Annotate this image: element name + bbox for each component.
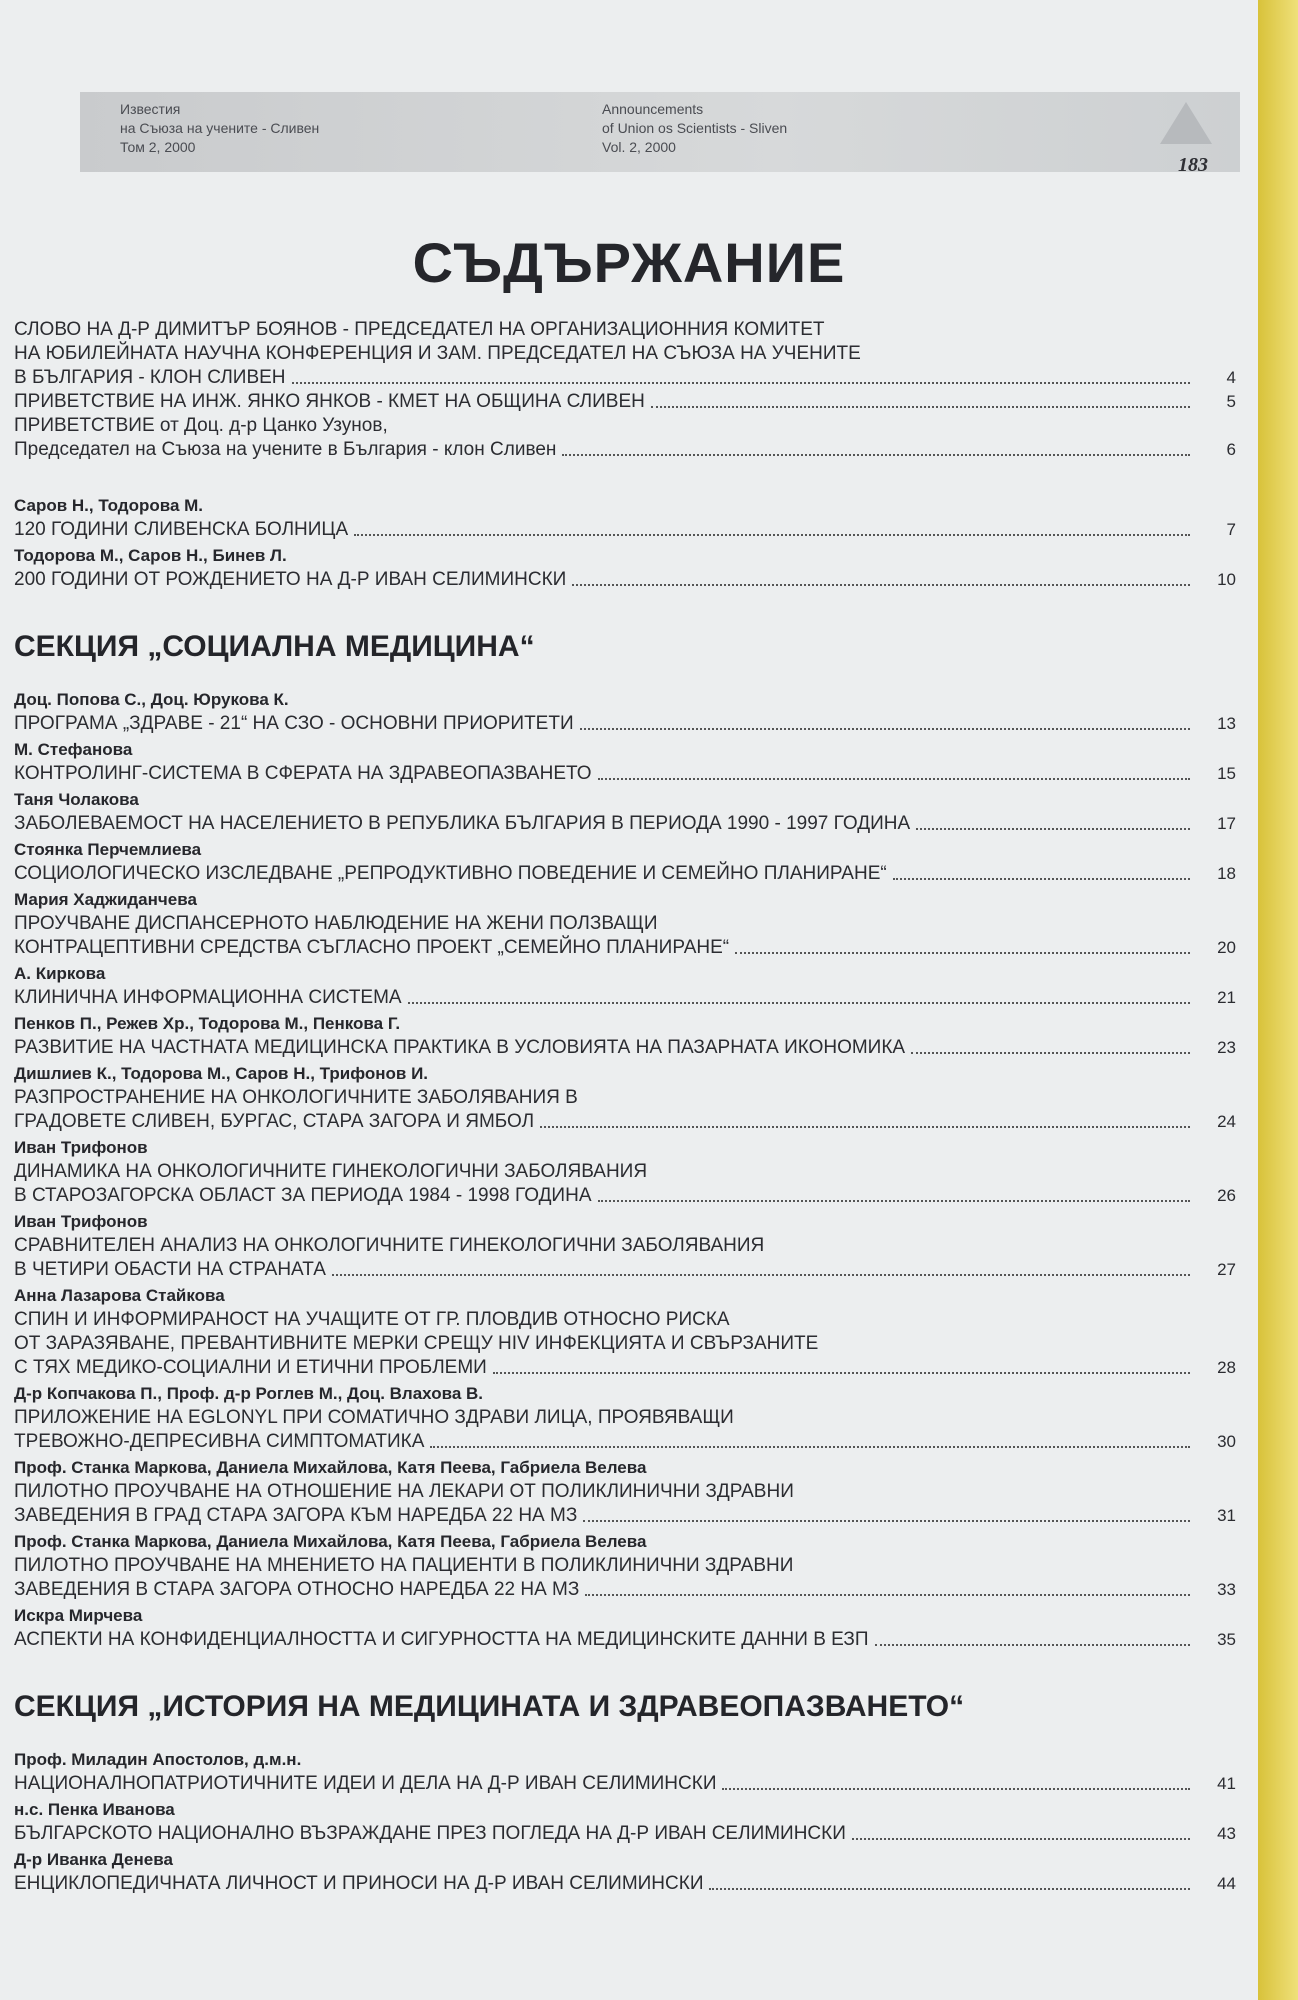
entry-page: 4 xyxy=(1226,368,1236,387)
entry-author: М. Стефанова xyxy=(14,740,133,759)
entry-author: Анна Лазарова Стайкова xyxy=(14,1286,225,1305)
toc-line xyxy=(14,568,1236,592)
dot-leader xyxy=(585,1594,1190,1596)
entry-page: 5 xyxy=(1226,392,1236,411)
toc-line xyxy=(14,1234,1236,1258)
entry-page: 30 xyxy=(1217,1432,1236,1451)
toc-line xyxy=(14,1504,1236,1528)
toc-line xyxy=(14,1258,1236,1282)
entry-title: РАЗВИТИЕ НА ЧАСТНАТА МЕДИЦИНСКА ПРАКТИКА В УСЛОВИЯТА НА ПАЗАРНАТА ИКОНОМИКА xyxy=(14,1037,906,1058)
toc-line xyxy=(14,1772,1236,1796)
entry-title: В СТАРОЗАГОРСКА ОБЛАСТ ЗА ПЕРИОДА 1984 - 1998 ГОДИНА xyxy=(14,1185,592,1206)
entry-author: Стоянка Перчемлиева xyxy=(14,840,202,859)
toc-line xyxy=(14,1332,1236,1356)
dot-leader xyxy=(651,406,1190,408)
dot-leader xyxy=(709,1888,1190,1890)
running-header xyxy=(80,92,1240,172)
section-heading: СЕКЦИЯ „СОЦИАЛНА МЕДИЦИНА“ xyxy=(14,630,535,663)
entry-author: Тодорова М., Саров Н., Бинев Л. xyxy=(14,546,287,565)
dot-leader xyxy=(735,952,1190,954)
entry-title: ЗАВЕДЕНИЯ В ГРАД СТАРА ЗАГОРА КЪМ НАРЕДБА 22 НА МЗ xyxy=(14,1505,578,1526)
sections xyxy=(14,592,1236,1896)
dot-leader xyxy=(875,1644,1190,1646)
entry-title: СОЦИОЛОГИЧЕСКО ИЗСЛЕДВАНЕ „РЕПРОДУКТИВНО ПОВЕДЕНИЕ И СЕМЕЙНО ПЛАНИРАНЕ“ xyxy=(14,863,887,884)
entry-page: 10 xyxy=(1217,570,1236,589)
dot-leader xyxy=(722,1788,1190,1790)
header-right xyxy=(602,100,787,157)
entry-author: Дишлиев К., Тодорова М., Саров Н., Трифонов И. xyxy=(14,1064,429,1083)
entry-page: 24 xyxy=(1217,1112,1236,1131)
entry-title: СРАВНИТЕЛЕН АНАЛИЗ НА ОНКОЛОГИЧНИТЕ ГИНЕКОЛОГИЧНИ ЗАБОЛЯВАНИЯ xyxy=(14,1235,765,1256)
entry-title: РАЗПРОСТРАНЕНИЕ НА ОНКОЛОГИЧНИТЕ ЗАБОЛЯВАНИЯ В xyxy=(14,1087,578,1108)
header-left-line: Известия xyxy=(120,101,181,117)
dot-leader xyxy=(572,584,1190,586)
entry-page: 6 xyxy=(1226,440,1236,459)
toc-line xyxy=(14,1430,1236,1454)
entry-author: Таня Чолакова xyxy=(14,790,139,809)
entry-title: ПРИВЕТСТВИЕ НА ИНЖ. ЯНКО ЯНКОВ - КМЕТ НА ОБЩИНА СЛИВЕН xyxy=(14,391,645,412)
entry-page: 18 xyxy=(1217,864,1236,883)
entry-page: 43 xyxy=(1217,1824,1236,1843)
dot-leader xyxy=(562,454,1190,456)
toc-line xyxy=(14,390,1236,414)
entry-title: ГРАДОВЕТЕ СЛИВЕН, БУРГАС, СТАРА ЗАГОРА И ЯМБОЛ xyxy=(14,1111,535,1132)
toc-line xyxy=(14,1356,1236,1380)
entry-title: СПИН И ИНФОРМИРАНОСТ НА УЧАЩИТЕ ОТ ГР. ПЛОВДИВ ОТНОСНО РИСКА xyxy=(14,1309,730,1330)
entry-title: ПРИЛОЖЕНИЕ НА EGLONYL ПРИ СОМАТИЧНО ЗДРАВИ ЛИЦА, ПРОЯВЯВАЩИ xyxy=(14,1407,734,1428)
entry-title: В БЪЛГАРИЯ - КЛОН СЛИВЕН xyxy=(14,367,286,388)
entry-title: ПРОУЧВАНЕ ДИСПАНСЕРНОТО НАБЛЮДЕНИЕ НА ЖЕНИ ПОЛЗВАЩИ xyxy=(14,913,658,934)
entry-title: ЗАБОЛЕВАЕМОСТ НА НАСЕЛЕНИЕТО В РЕПУБЛИКА БЪЛГАРИЯ В ПЕРИОДА 1990 - 1997 ГОДИНА xyxy=(14,813,911,834)
entry-title: НА ЮБИЛЕЙНАТА НАУЧНА КОНФЕРЕНЦИЯ И ЗАМ. ПРЕДСЕДАТЕЛ НА СЪЮЗА НА УЧЕНИТЕ xyxy=(14,343,861,364)
toc-line xyxy=(14,1628,1236,1652)
toc-line xyxy=(14,1308,1236,1332)
dot-leader xyxy=(580,728,1190,730)
dot-leader xyxy=(354,534,1190,536)
dot-leader xyxy=(540,1126,1190,1128)
entry-title: 200 ГОДИНИ ОТ РОЖДЕНИЕТО НА Д-Р ИВАН СЕЛИМИНСКИ xyxy=(14,569,567,590)
entry-title: ТРЕВОЖНО-ДЕПРЕСИВНА СИМПТОМАТИКА xyxy=(14,1431,425,1452)
toc-line xyxy=(14,342,1236,366)
entry-author: Искра Мирчева xyxy=(14,1606,143,1625)
dot-leader xyxy=(430,1446,1190,1448)
dot-leader xyxy=(911,1052,1190,1054)
entry-title: ЗАВЕДЕНИЯ В СТАРА ЗАГОРА ОТНОСНО НАРЕДБА 22 НА МЗ xyxy=(14,1579,580,1600)
entry-page: 27 xyxy=(1217,1260,1236,1279)
page-number: 183 xyxy=(1178,154,1208,176)
entry-title: В ЧЕТИРИ ОБАСТИ НА СТРАНАТА xyxy=(14,1259,326,1280)
book-edge xyxy=(1258,0,1298,2000)
toc-line xyxy=(14,1086,1236,1110)
toc-line xyxy=(14,518,1236,542)
entry-author: Д-р Иванка Денева xyxy=(14,1850,173,1869)
toc-line xyxy=(14,1480,1236,1504)
toc-line xyxy=(14,1406,1236,1430)
dot-leader xyxy=(583,1520,1190,1522)
entry-author: Доц. Попова С., Доц. Юрукова К. xyxy=(14,690,289,709)
header-left xyxy=(120,100,319,157)
section-heading: СЕКЦИЯ „ИСТОРИЯ НА МЕДИЦИНАТА И ЗДРАВЕОПАЗВАНЕТО“ xyxy=(14,1690,965,1723)
toc-line xyxy=(14,936,1236,960)
toc-line xyxy=(14,1110,1236,1134)
entry-title: ПИЛОТНО ПРОУЧВАНЕ НА ОТНОШЕНИЕ НА ЛЕКАРИ ОТ ПОЛИКЛИНИЧНИ ЗДРАВНИ xyxy=(14,1481,794,1502)
toc-line xyxy=(14,1872,1236,1896)
page-title: СЪДЪРЖАНИЕ xyxy=(412,231,846,294)
toc-line xyxy=(14,762,1236,786)
entry-title: СЛОВО НА Д-Р ДИМИТЪР БОЯНОВ - ПРЕДСЕДАТЕЛ НА ОРГАНИЗАЦИОННИЯ КОМИТЕТ xyxy=(14,319,825,340)
dot-leader xyxy=(598,778,1190,780)
entry-title: ПРОГРАМА „ЗДРАВЕ - 21“ НА СЗО - ОСНОВНИ ПРИОРИТЕТИ xyxy=(14,713,574,734)
entry-author: Иван Трифонов xyxy=(14,1138,148,1157)
entry-page: 13 xyxy=(1217,714,1236,733)
table-of-contents xyxy=(14,318,1236,1896)
entry-page: 26 xyxy=(1217,1186,1236,1205)
entry-author: Проф. Станка Маркова, Даниела Михайлова, Катя Пеева, Габриела Велева xyxy=(14,1458,647,1477)
header-right-line: Vol. 2, 2000 xyxy=(602,139,676,155)
dot-leader xyxy=(893,878,1190,880)
header-right-line: of Union os Scientists - Sliven xyxy=(602,120,788,136)
toc-line xyxy=(14,986,1236,1010)
toc-line xyxy=(14,438,1236,462)
dot-leader xyxy=(292,382,1190,384)
dot-leader xyxy=(598,1200,1191,1202)
toc-line xyxy=(14,1822,1236,1846)
entry-page: 28 xyxy=(1217,1358,1236,1377)
entry-page: 17 xyxy=(1217,814,1236,833)
entry-page: 44 xyxy=(1217,1874,1236,1893)
entry-page: 31 xyxy=(1217,1506,1236,1525)
toc-line xyxy=(14,366,1236,390)
toc-line xyxy=(14,812,1236,836)
toc-line xyxy=(14,1184,1236,1208)
entry-page: 35 xyxy=(1217,1630,1236,1649)
entry-title: КОНТРАЦЕПТИВНИ СРЕДСТВА СЪГЛАСНО ПРОЕКТ „СЕМЕЙНО ПЛАНИРАНЕ“ xyxy=(14,937,730,958)
entry-page: 15 xyxy=(1217,764,1236,783)
toc-line xyxy=(14,862,1236,886)
entry-page: 33 xyxy=(1217,1580,1236,1599)
toc-line xyxy=(14,712,1236,736)
dot-leader xyxy=(408,1002,1190,1004)
entry-title: ЕНЦИКЛОПЕДИЧНАТА ЛИЧНОСТ И ПРИНОСИ НА Д-Р ИВАН СЕЛИМИНСКИ xyxy=(14,1873,704,1894)
header-left-line: Том 2, 2000 xyxy=(120,139,196,155)
entry-page: 7 xyxy=(1226,520,1236,539)
entry-title: Председател на Съюза на учените в България - клон Сливен xyxy=(14,439,557,460)
toc-line xyxy=(14,1160,1236,1184)
entry-author: Проф. Миладин Апостолов, д.м.н. xyxy=(14,1750,302,1769)
entry-title: ПРИВЕТСТВИЕ от Доц. д-р Цанко Узунов, xyxy=(14,415,388,436)
entry-page: 41 xyxy=(1217,1774,1236,1793)
triangle-icon xyxy=(1160,102,1212,144)
entry-title: ДИНАМИКА НА ОНКОЛОГИЧНИТЕ ГИНЕКОЛОГИЧНИ ЗАБОЛЯВАНИЯ xyxy=(14,1161,648,1182)
dot-leader xyxy=(852,1838,1190,1840)
entry-author: А. Киркова xyxy=(14,964,106,983)
entry-author: Саров Н., Тодорова М. xyxy=(14,496,204,515)
entry-page: 20 xyxy=(1217,938,1236,957)
entry-author: Иван Трифонов xyxy=(14,1212,148,1231)
entry-author: Пенков П., Режев Хр., Тодорова М., Пенкова Г. xyxy=(14,1014,401,1033)
entry-title: ОТ ЗАРАЗЯВАНЕ, ПРЕВАНТИВНИТЕ МЕРКИ СРЕЩУ HIV ИНФЕКЦИЯТА И СВЪРЗАНИТЕ xyxy=(14,1333,819,1354)
entry-title: КЛИНИЧНА ИНФОРМАЦИОННА СИСТЕМА xyxy=(14,987,402,1008)
toc-line xyxy=(14,318,1236,342)
toc-line xyxy=(14,1036,1236,1060)
dot-leader xyxy=(493,1372,1190,1374)
entry-page: 21 xyxy=(1217,988,1236,1007)
entry-title: КОНТРОЛИНГ-СИСТЕМА В СФЕРАТА НА ЗДРАВЕОПАЗВАНЕТО xyxy=(14,763,592,784)
entry-author: н.с. Пенка Иванова xyxy=(14,1800,175,1819)
entry-title: АСПЕКТИ НА КОНФИДЕНЦИАЛНОСТТА И СИГУРНОСТТА НА МЕДИЦИНСКИТЕ ДАННИ В ЕЗП xyxy=(14,1629,869,1650)
toc-line xyxy=(14,414,1236,438)
entry-author: Мария Хаджиданчева xyxy=(14,890,197,909)
toc-line xyxy=(14,912,1236,936)
header-left-line: на Съюза на учените - Сливен xyxy=(120,120,320,136)
entry-title: С ТЯХ МЕДИКО-СОЦИАЛНИ И ЕТИЧНИ ПРОБЛЕМИ xyxy=(14,1357,487,1378)
entry-author: Проф. Станка Маркова, Даниела Михайлова, Катя Пеева, Габриела Велева xyxy=(14,1532,647,1551)
entry-title: ПИЛОТНО ПРОУЧВАНЕ НА МНЕНИЕТО НА ПАЦИЕНТИ В ПОЛИКЛИНИЧНИ ЗДРАВНИ xyxy=(14,1555,794,1576)
entry-title: НАЦИОНАЛНОПАТРИОТИЧНИТЕ ИДЕИ И ДЕЛА НА Д-Р ИВАН СЕЛИМИНСКИ xyxy=(14,1773,717,1794)
entry-title: 120 ГОДИНИ СЛИВЕНСКА БОЛНИЦА xyxy=(14,519,349,540)
dot-leader xyxy=(916,828,1190,830)
dot-leader xyxy=(332,1274,1190,1276)
entry-author: Д-р Копчакова П., Проф. д-р Роглев М., Доц. Влахова В. xyxy=(14,1384,484,1403)
entry-page: 23 xyxy=(1217,1038,1236,1057)
toc-line xyxy=(14,1578,1236,1602)
entry-title: БЪЛГАРСКОТО НАЦИОНАЛНО ВЪЗРАЖДАНЕ ПРЕЗ ПОГЛЕДА НА Д-Р ИВАН СЕЛИМИНСКИ xyxy=(14,1823,846,1844)
header-right-line: Announcements xyxy=(602,101,704,117)
toc-line xyxy=(14,1554,1236,1578)
